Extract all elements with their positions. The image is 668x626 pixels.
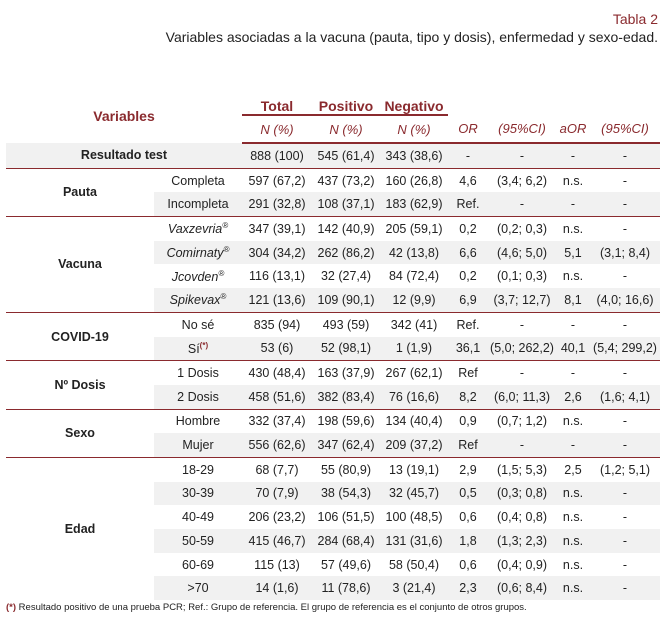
cell-neg: 160 (26,8) [380, 168, 448, 192]
cell-pos: 382 (83,4) [312, 385, 380, 409]
cell-neg: 42 (13,8) [380, 241, 448, 265]
subcategory-label [154, 433, 242, 457]
cell-aci: - [590, 482, 660, 506]
group-label: Edad [6, 457, 154, 600]
cell-or: 0,6 [459, 510, 477, 525]
cell-pos: 437 (73,2) [312, 168, 380, 192]
cell-pos: 32 (27,4) [320, 269, 372, 284]
subcategory-label [154, 288, 242, 312]
cell-aor: n.s. [562, 269, 584, 284]
cell-total: 332 (37,4) [242, 409, 312, 433]
cell-aor: n.s. [556, 482, 590, 506]
subcategory-text: Completa [171, 173, 225, 188]
cell-ci: (1,5; 5,3) [488, 457, 556, 481]
cell-negativo: 343 (38,6) [380, 143, 448, 168]
cell-total: 556 (62,6) [242, 433, 312, 457]
table-row [6, 168, 660, 192]
cell-or: 0,2 [459, 269, 477, 284]
cell-total: 14 (1,6) [242, 576, 312, 600]
cell-aor: n.s. [556, 217, 590, 241]
cell-total: 68 (7,7) [242, 457, 312, 481]
cell-or: 4,6 [448, 168, 488, 192]
cell-or: Ref [448, 361, 488, 385]
cell-pos: 108 (37,1) [312, 192, 380, 216]
cell-aci: - [590, 361, 660, 385]
table-row-resultado [6, 143, 660, 168]
cell-total: 888 (100) [242, 143, 312, 168]
table-title: Variables asociadas a la vacuna (pauta, tipo y dosis), enfermedad y sexo-edad. [165, 29, 658, 45]
cell-or: - [448, 143, 488, 168]
superscript-mark: ® [222, 221, 229, 231]
cell-aci: - [622, 269, 628, 284]
subcategory-label [154, 217, 242, 241]
header-total: Total [260, 98, 294, 114]
cell-pos: 38 (54,3) [312, 482, 380, 506]
cell-total: 347 (39,1) [242, 217, 312, 241]
cell-or: 6,6 [448, 241, 488, 265]
subcategory-text: No sé [181, 317, 215, 332]
cell-positivo: 545 (61,4) [312, 143, 380, 168]
group-label: Sexo [6, 409, 154, 457]
cell-total: 115 (13) [254, 557, 300, 572]
cell-neg: 131 (31,6) [380, 529, 448, 553]
subcategory-label [154, 529, 242, 553]
cell-aor: 2,5 [556, 457, 590, 481]
cell-total: 53 (6) [242, 337, 312, 361]
subcategory-label [154, 409, 242, 433]
cell-aci: (1,6; 4,1) [590, 385, 660, 409]
cell-pos: 163 (37,9) [312, 361, 380, 385]
cell-total: 430 (48,4) [242, 361, 312, 385]
cell-aci: - [590, 192, 660, 216]
table-row [6, 217, 660, 241]
cell-aci: (3,1; 8,4) [590, 241, 660, 265]
cell-aor: n.s. [556, 529, 590, 553]
cell-or: 0,9 [448, 409, 488, 433]
subcategory-label [154, 553, 242, 577]
cell-aor: - [556, 361, 590, 385]
header-n-pct-positivo: N (%) [312, 115, 380, 143]
cell-aor: 5,1 [556, 241, 590, 265]
cell-total: 597 (67,2) [242, 168, 312, 192]
cell-neg: 134 (40,4) [380, 409, 448, 433]
superscript-mark: ® [218, 268, 225, 278]
subcategory-label [154, 192, 242, 216]
subcategory-text: Vaxzevria [167, 222, 223, 237]
cell-aci: - [622, 557, 628, 572]
cell-pos: 52 (98,1) [312, 337, 380, 361]
cell-ci: (4,6; 5,0) [488, 241, 556, 265]
subcategory-text: Jcovden [171, 269, 219, 284]
cell-pos: 284 (68,4) [312, 529, 380, 553]
header-or: OR [448, 115, 488, 143]
group-label: Vacuna [6, 217, 154, 313]
subcategory-text: Incompleta [167, 197, 229, 212]
cell-aor: - [556, 143, 590, 168]
subcategory-text: >70 [187, 581, 209, 596]
cell-aci: - [622, 510, 628, 525]
cell-neg: 84 (72,4) [388, 269, 440, 284]
cell-aor: n.s. [562, 557, 584, 572]
header-aci: (95%CI) [590, 115, 660, 143]
cell-or: 6,9 [448, 288, 488, 312]
cell-ci: (0,3; 0,8) [488, 482, 556, 506]
subcategory-label [154, 312, 242, 336]
cell-or: Ref. [448, 192, 488, 216]
cell-aor: n.s. [556, 168, 590, 192]
cell-ci: - [488, 433, 556, 457]
subcategory-label [154, 361, 242, 385]
cell-pos: 11 (78,6) [312, 576, 380, 600]
subcategory-text: 40-49 [182, 510, 214, 525]
cell-aor: 40,1 [556, 337, 590, 361]
cell-total: 70 (7,9) [242, 482, 312, 506]
cell-ci: (3,4; 6,2) [488, 168, 556, 192]
table-number: Tabla 2 [612, 11, 658, 27]
cell-or: Ref [448, 433, 488, 457]
group-label: COVID-19 [6, 312, 154, 360]
cell-or: 8,2 [448, 385, 488, 409]
cell-aor: 2,6 [556, 385, 590, 409]
cell-aci: - [590, 433, 660, 457]
cell-neg: 58 (50,4) [388, 557, 440, 572]
cell-or: 0,2 [448, 217, 488, 241]
cell-ci: (0,6; 8,4) [488, 576, 556, 600]
table-row [6, 312, 660, 336]
cell-aci: - [590, 529, 660, 553]
cell-aor: n.s. [556, 576, 590, 600]
cell-ci: (1,3; 2,3) [488, 529, 556, 553]
header-ci: (95%CI) [488, 115, 556, 143]
cell-pos: 262 (86,2) [312, 241, 380, 265]
cell-ci: - [488, 143, 556, 168]
cell-total: 458 (51,6) [242, 385, 312, 409]
cell-aor: - [556, 433, 590, 457]
cell-pos: 109 (90,1) [312, 288, 380, 312]
cell-or: 1,8 [448, 529, 488, 553]
cell-ci: (5,0; 262,2) [488, 337, 556, 361]
cell-neg: 183 (62,9) [380, 192, 448, 216]
cell-pos: 106 (51,5) [317, 510, 375, 525]
cell-pos: 493 (59) [312, 312, 380, 336]
cell-ci: (6,0; 11,3) [488, 385, 556, 409]
cell-ci: - [488, 361, 556, 385]
subcategory-text: 30-39 [182, 486, 214, 501]
header-negativo: Negativo [384, 98, 444, 114]
subcategory-text: Comirnaty [166, 246, 224, 261]
cell-total: 206 (23,2) [248, 510, 306, 525]
subcategory-label [154, 337, 242, 361]
cell-total: 116 (13,1) [248, 269, 306, 284]
subcategory-text: 18-29 [182, 462, 214, 477]
table-caption [166, 10, 658, 46]
cell-ci: (0,7; 1,2) [488, 409, 556, 433]
cell-neg: 267 (62,1) [380, 361, 448, 385]
cell-neg: 205 (59,1) [380, 217, 448, 241]
cell-pos: 347 (62,4) [312, 433, 380, 457]
subcategory-text: Hombre [175, 414, 221, 429]
cell-or: 0,5 [448, 482, 488, 506]
cell-or: 2,3 [448, 576, 488, 600]
cell-neg: 32 (45,7) [380, 482, 448, 506]
cell-total: 121 (13,6) [242, 288, 312, 312]
cell-aci: (5,4; 299,2) [590, 337, 660, 361]
superscript-mark: ® [223, 245, 230, 255]
subcategory-label [154, 168, 242, 192]
cell-pos: 57 (49,6) [320, 557, 372, 572]
cell-ci: (0,1; 0,3) [496, 269, 548, 284]
cell-neg: 76 (16,6) [380, 385, 448, 409]
cell-pos: 198 (59,6) [312, 409, 380, 433]
table-row [6, 361, 660, 385]
group-label: Pauta [6, 168, 154, 216]
subcategory-label [154, 385, 242, 409]
subcategory-text: Sí [187, 341, 200, 356]
cell-aci: - [590, 143, 660, 168]
cell-or: Ref. [448, 312, 488, 336]
cell-neg: 3 (21,4) [380, 576, 448, 600]
subcategory-text: 60-69 [182, 557, 214, 572]
subcategory-label [154, 241, 242, 265]
cell-aor: - [556, 312, 590, 336]
cell-aci: - [590, 576, 660, 600]
cell-aci: - [590, 409, 660, 433]
cell-pos: 142 (40,9) [312, 217, 380, 241]
cell-neg: 209 (37,2) [380, 433, 448, 457]
cell-aor: n.s. [562, 510, 584, 525]
header-n-pct-negativo: N (%) [380, 115, 448, 143]
cell-neg: 342 (41) [380, 312, 448, 336]
header-n-pct-total: N (%) [242, 115, 312, 143]
cell-aor: - [556, 192, 590, 216]
cell-aor: 8,1 [556, 288, 590, 312]
cell-aci: - [590, 217, 660, 241]
subcategory-label [154, 264, 242, 288]
cell-total: 835 (94) [242, 312, 312, 336]
subcategory-label [154, 505, 242, 529]
row-label: Resultado test [6, 143, 242, 168]
subcategory-label [154, 576, 242, 600]
cell-ci: (0,4; 0,8) [496, 510, 548, 525]
cell-aci: (4,0; 16,6) [590, 288, 660, 312]
subcategory-text: 50-59 [182, 533, 214, 548]
cell-ci: - [488, 192, 556, 216]
subcategory-text: Spikevax [169, 293, 221, 308]
footnote [6, 602, 527, 613]
subcategory-label [154, 457, 242, 481]
cell-ci: (3,7; 12,7) [488, 288, 556, 312]
cell-or: 0,6 [459, 557, 477, 572]
cell-total: 291 (32,8) [242, 192, 312, 216]
cell-ci: - [488, 312, 556, 336]
group-label: Nº Dosis [6, 361, 154, 409]
cell-or: 2,9 [448, 457, 488, 481]
cell-pos: 55 (80,9) [312, 457, 380, 481]
footnote-text: Resultado positivo de una prueba PCR; Ref.: Grupo de referencia. El grupo de referencia es el conjunto de otros grupos. [16, 602, 527, 613]
subcategory-label [154, 482, 242, 506]
cell-aci: - [590, 312, 660, 336]
table-row [6, 409, 660, 433]
cell-ci: (0,2; 0,3) [488, 217, 556, 241]
table-row [6, 457, 660, 481]
cell-neg: 12 (9,9) [380, 288, 448, 312]
subcategory-text: 2 Dosis [177, 389, 219, 404]
superscript-mark: ® [220, 292, 227, 302]
subcategory-text: 1 Dosis [177, 366, 219, 381]
cell-or: 36,1 [448, 337, 488, 361]
cell-ci: (0,4; 0,9) [496, 557, 548, 572]
header-variables: Variables [93, 107, 155, 124]
cell-aor: n.s. [556, 409, 590, 433]
cell-aci: - [590, 168, 660, 192]
footnote-mark: (*) [6, 602, 17, 613]
cell-total: 415 (46,7) [242, 529, 312, 553]
header-aor: aOR [556, 115, 590, 143]
cell-total: 304 (34,2) [242, 241, 312, 265]
superscript-mark: (*) [199, 340, 209, 350]
header-positivo: Positivo [318, 98, 374, 114]
cell-aci: (1,2; 5,1) [590, 457, 660, 481]
subcategory-text: Mujer [182, 438, 214, 453]
data-table [6, 88, 660, 600]
cell-neg: 100 (48,5) [385, 510, 443, 525]
cell-neg: 13 (19,1) [380, 457, 448, 481]
cell-neg: 1 (1,9) [380, 337, 448, 361]
